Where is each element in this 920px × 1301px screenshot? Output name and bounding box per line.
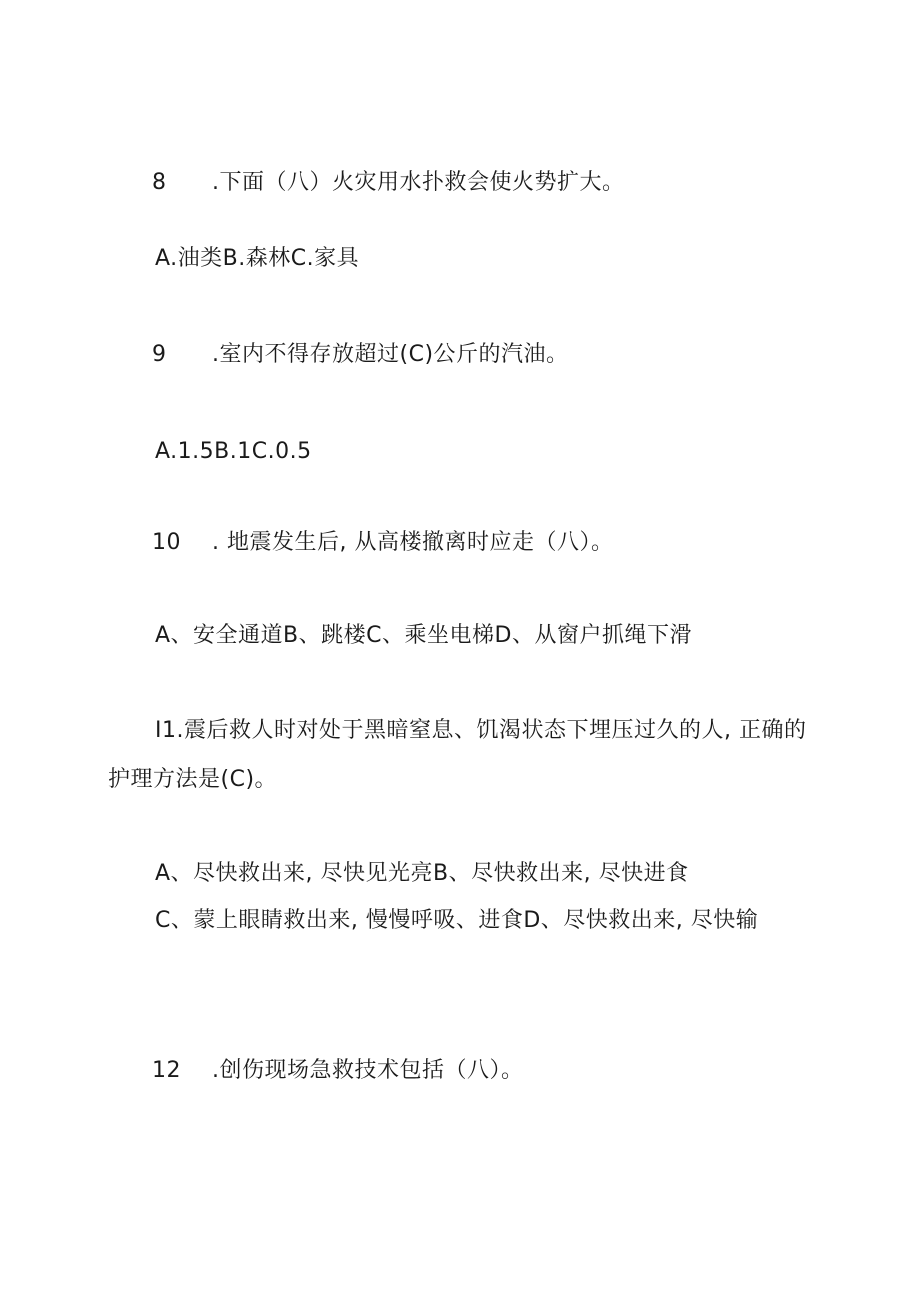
option-line: C、蒙上眼睛救出来, 慢慢呼吸、进食D、尽快救出来, 尽快输 (155, 908, 759, 933)
question-text-line-2: 护理方法是(C)。 (108, 767, 278, 792)
question-number: 12 (152, 1058, 181, 1083)
option-line: A.油类B.森林C.家具 (155, 246, 360, 271)
question-text: . 地震发生后, 从高楼撤离时应走（八）。 (212, 530, 614, 555)
question-text: .创伤现场急救技术包括（八）。 (212, 1058, 524, 1083)
option-line: A.1.5B.1C.0.5 (155, 439, 312, 464)
question-text: .室内不得存放超过(C)公斤的汽油。 (212, 342, 569, 367)
option-line: A、尽快救出来, 尽快见光亮B、尽快救出来, 尽快进食 (155, 861, 689, 886)
question-number: 9 (152, 342, 167, 367)
question-number: 8 (152, 170, 167, 195)
question-text: .下面（八）火灾用水扑救会使火势扩大。 (212, 170, 625, 195)
option-line: A、安全通道B、跳楼C、乘坐电梯D、从窗户抓绳下滑 (155, 623, 692, 648)
question-number: 10 (152, 530, 181, 555)
question-text-line-1: I1.震后救人时对处于黑暗窒息、饥渴状态下埋压过久的人, 正确的 (155, 718, 807, 743)
